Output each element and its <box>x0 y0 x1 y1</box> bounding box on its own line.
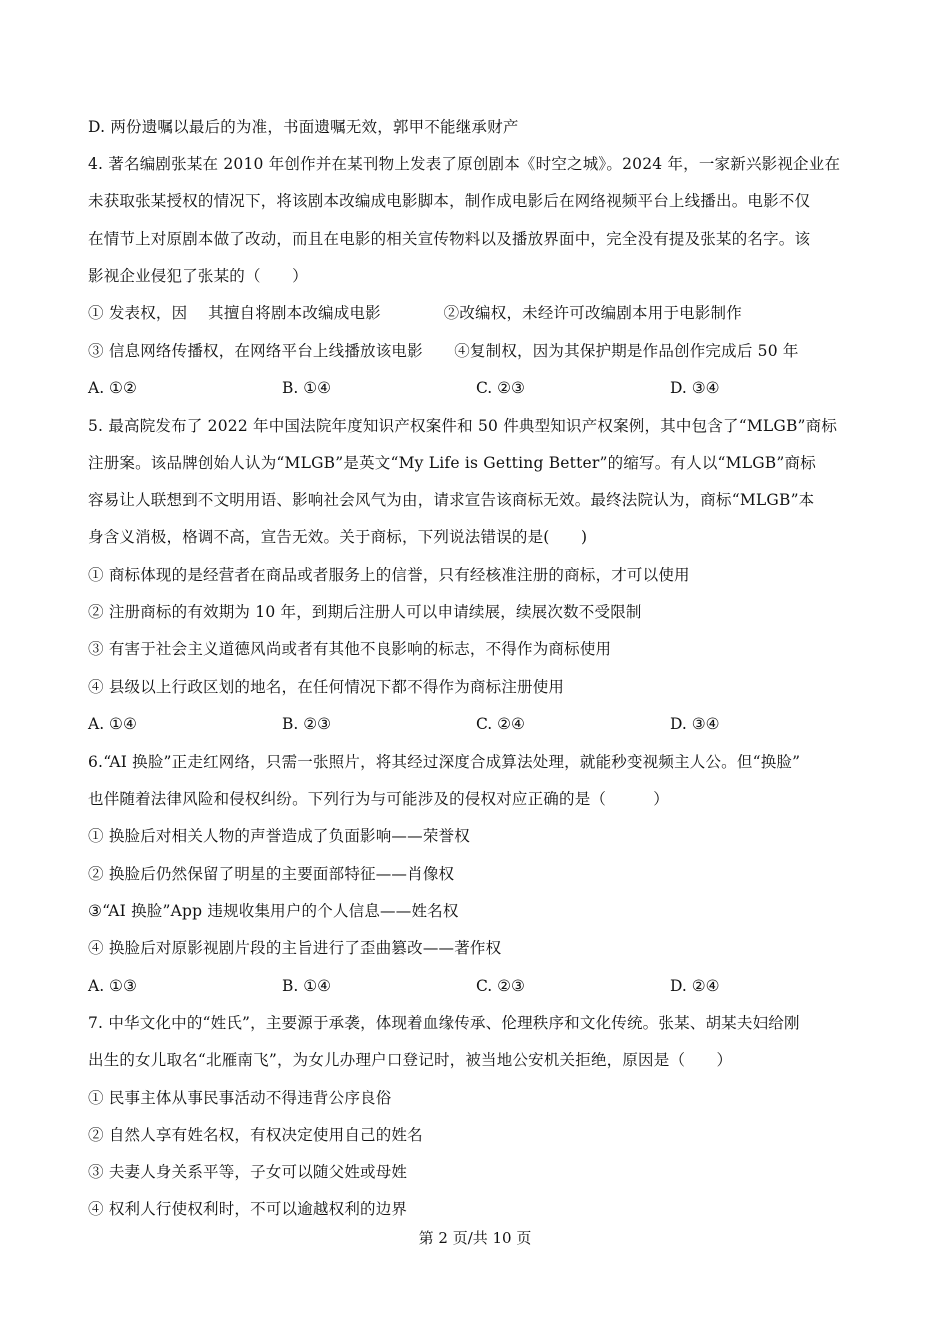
q6-statement-3: ③“AI 换脸”App 违规收集用户的个人信息——姓名权 <box>88 902 459 920</box>
page-footer: 第 2 页/共 10 页 <box>418 1229 532 1247</box>
q4-option-c: C. ②③ <box>476 379 525 397</box>
q6-option-a: A. ①③ <box>88 977 137 995</box>
q7-statement-2: ② 自然人享有姓名权，有权决定使用自己的姓名 <box>88 1126 423 1144</box>
q7-statement-1: ① 民事主体从事民事活动不得违背公序良俗 <box>88 1089 392 1107</box>
q5-statement-1: ① 商标体现的是经营者在商品或者服务上的信誉，只有经核准注册的商标，才可以使用 <box>88 566 690 584</box>
q6-stem-line-1: 6.“AI 换脸”正走红网络，只需一张照片，将其经过深度合成算法处理，就能秒变视频主人公。但“换脸” <box>88 753 801 771</box>
q5-option-d: D. ③④ <box>670 715 720 733</box>
q5-stem-line-4: 身含义消极，格调不高，宣告无效。关于商标，下列说法错误的是( ) <box>88 528 588 546</box>
q6-option-d: D. ②④ <box>670 977 720 995</box>
q7-stem-line-2: 出生的女儿取名“北雁南飞”，为女儿办理户口登记时，被当地公安机关拒绝，原因是（ ） <box>88 1051 733 1069</box>
q4-stem-line-3: 在情节上对原剧本做了改动，而且在电影的相关宣传物料以及播放界面中，完全没有提及张某的名字。该 <box>88 230 811 248</box>
q4-option-d: D. ③④ <box>670 379 720 397</box>
q7-statement-3: ③ 夫妻人身关系平等，子女可以随父姓或母姓 <box>88 1163 408 1181</box>
q6-option-c: C. ②③ <box>476 977 525 995</box>
q6-statement-4: ④ 换脸后对原影视剧片段的主旨进行了歪曲篡改——著作权 <box>88 939 502 957</box>
q5-option-c: C. ②④ <box>476 715 525 733</box>
q6-statement-1: ① 换脸后对相关人物的声誉造成了负面影响——荣誉权 <box>88 827 470 845</box>
q5-statement-2: ② 注册商标的有效期为 10 年，到期后注册人可以申请续展，续展次数不受限制 <box>88 603 642 621</box>
q7-statement-4: ④ 权利人行使权利时，不可以逾越权利的边界 <box>88 1200 408 1218</box>
q6-statement-2: ② 换脸后仍然保留了明星的主要面部特征——肖像权 <box>88 865 455 883</box>
q4-statement-row-2: ③ 信息网络传播权，在网络平台上线播放该电影 ④复制权，因为其保护期是作品创作完成后 50 年 <box>88 342 799 360</box>
q4-stem-line-4: 影视企业侵犯了张某的（ ） <box>88 267 308 285</box>
q5-option-a: A. ①④ <box>88 715 137 733</box>
q7-stem-line-1: 7. 中华文化中的“姓氏”，主要源于承袭，体现着血缘传承、伦理秩序和文化传统。张某、胡某夫妇给刚 <box>88 1014 800 1032</box>
q5-statement-3: ③ 有害于社会主义道德风尚或者有其他不良影响的标志，不得作为商标使用 <box>88 640 612 658</box>
q3-option-d: D. 两份遗嘱以最后的为准，书面遗嘱无效，郭甲不能继承财产 <box>88 118 519 136</box>
q4-statement-row-1: ① 发表权，因 其擅自将剧本改编成电影 ②改编权，未经许可改编剧本用于电影制作 <box>88 304 742 322</box>
q4-stem-line-1: 4. 著名编剧张某在 2010 年创作并在某刊物上发表了原创剧本《时空之城》。2024 年，一家新兴影视企业在 <box>88 155 841 173</box>
q5-option-b: B. ②③ <box>282 715 332 733</box>
q5-stem-line-1: 5. 最高院发布了 2022 年中国法院年度知识产权案件和 50 件典型知识产权案例，其中包含了“MLGB”商标 <box>88 417 838 435</box>
q4-option-a: A. ①② <box>88 379 137 397</box>
q4-option-b: B. ①④ <box>282 379 332 397</box>
q5-stem-line-3: 容易让人联想到不文明用语、影响社会风气为由，请求宣告该商标无效。最终法院认为，商标“MLGB”本 <box>88 491 815 509</box>
q6-option-b: B. ①④ <box>282 977 332 995</box>
q5-statement-4: ④ 县级以上行政区划的地名，在任何情况下都不得作为商标注册使用 <box>88 678 565 696</box>
q6-stem-line-2: 也伴随着法律风险和侵权纠纷。下列行为与可能涉及的侵权对应正确的是（ ） <box>88 790 669 808</box>
q4-stem-line-2: 未获取张某授权的情况下，将该剧本改编成电影脚本，制作成电影后在网络视频平台上线播出。电影不仅 <box>88 192 811 210</box>
q5-stem-line-2: 注册案。该品牌创始人认为“MLGB”是英文“My Life is Getting Better”的缩写。有人以“MLGB”商标 <box>88 454 816 472</box>
